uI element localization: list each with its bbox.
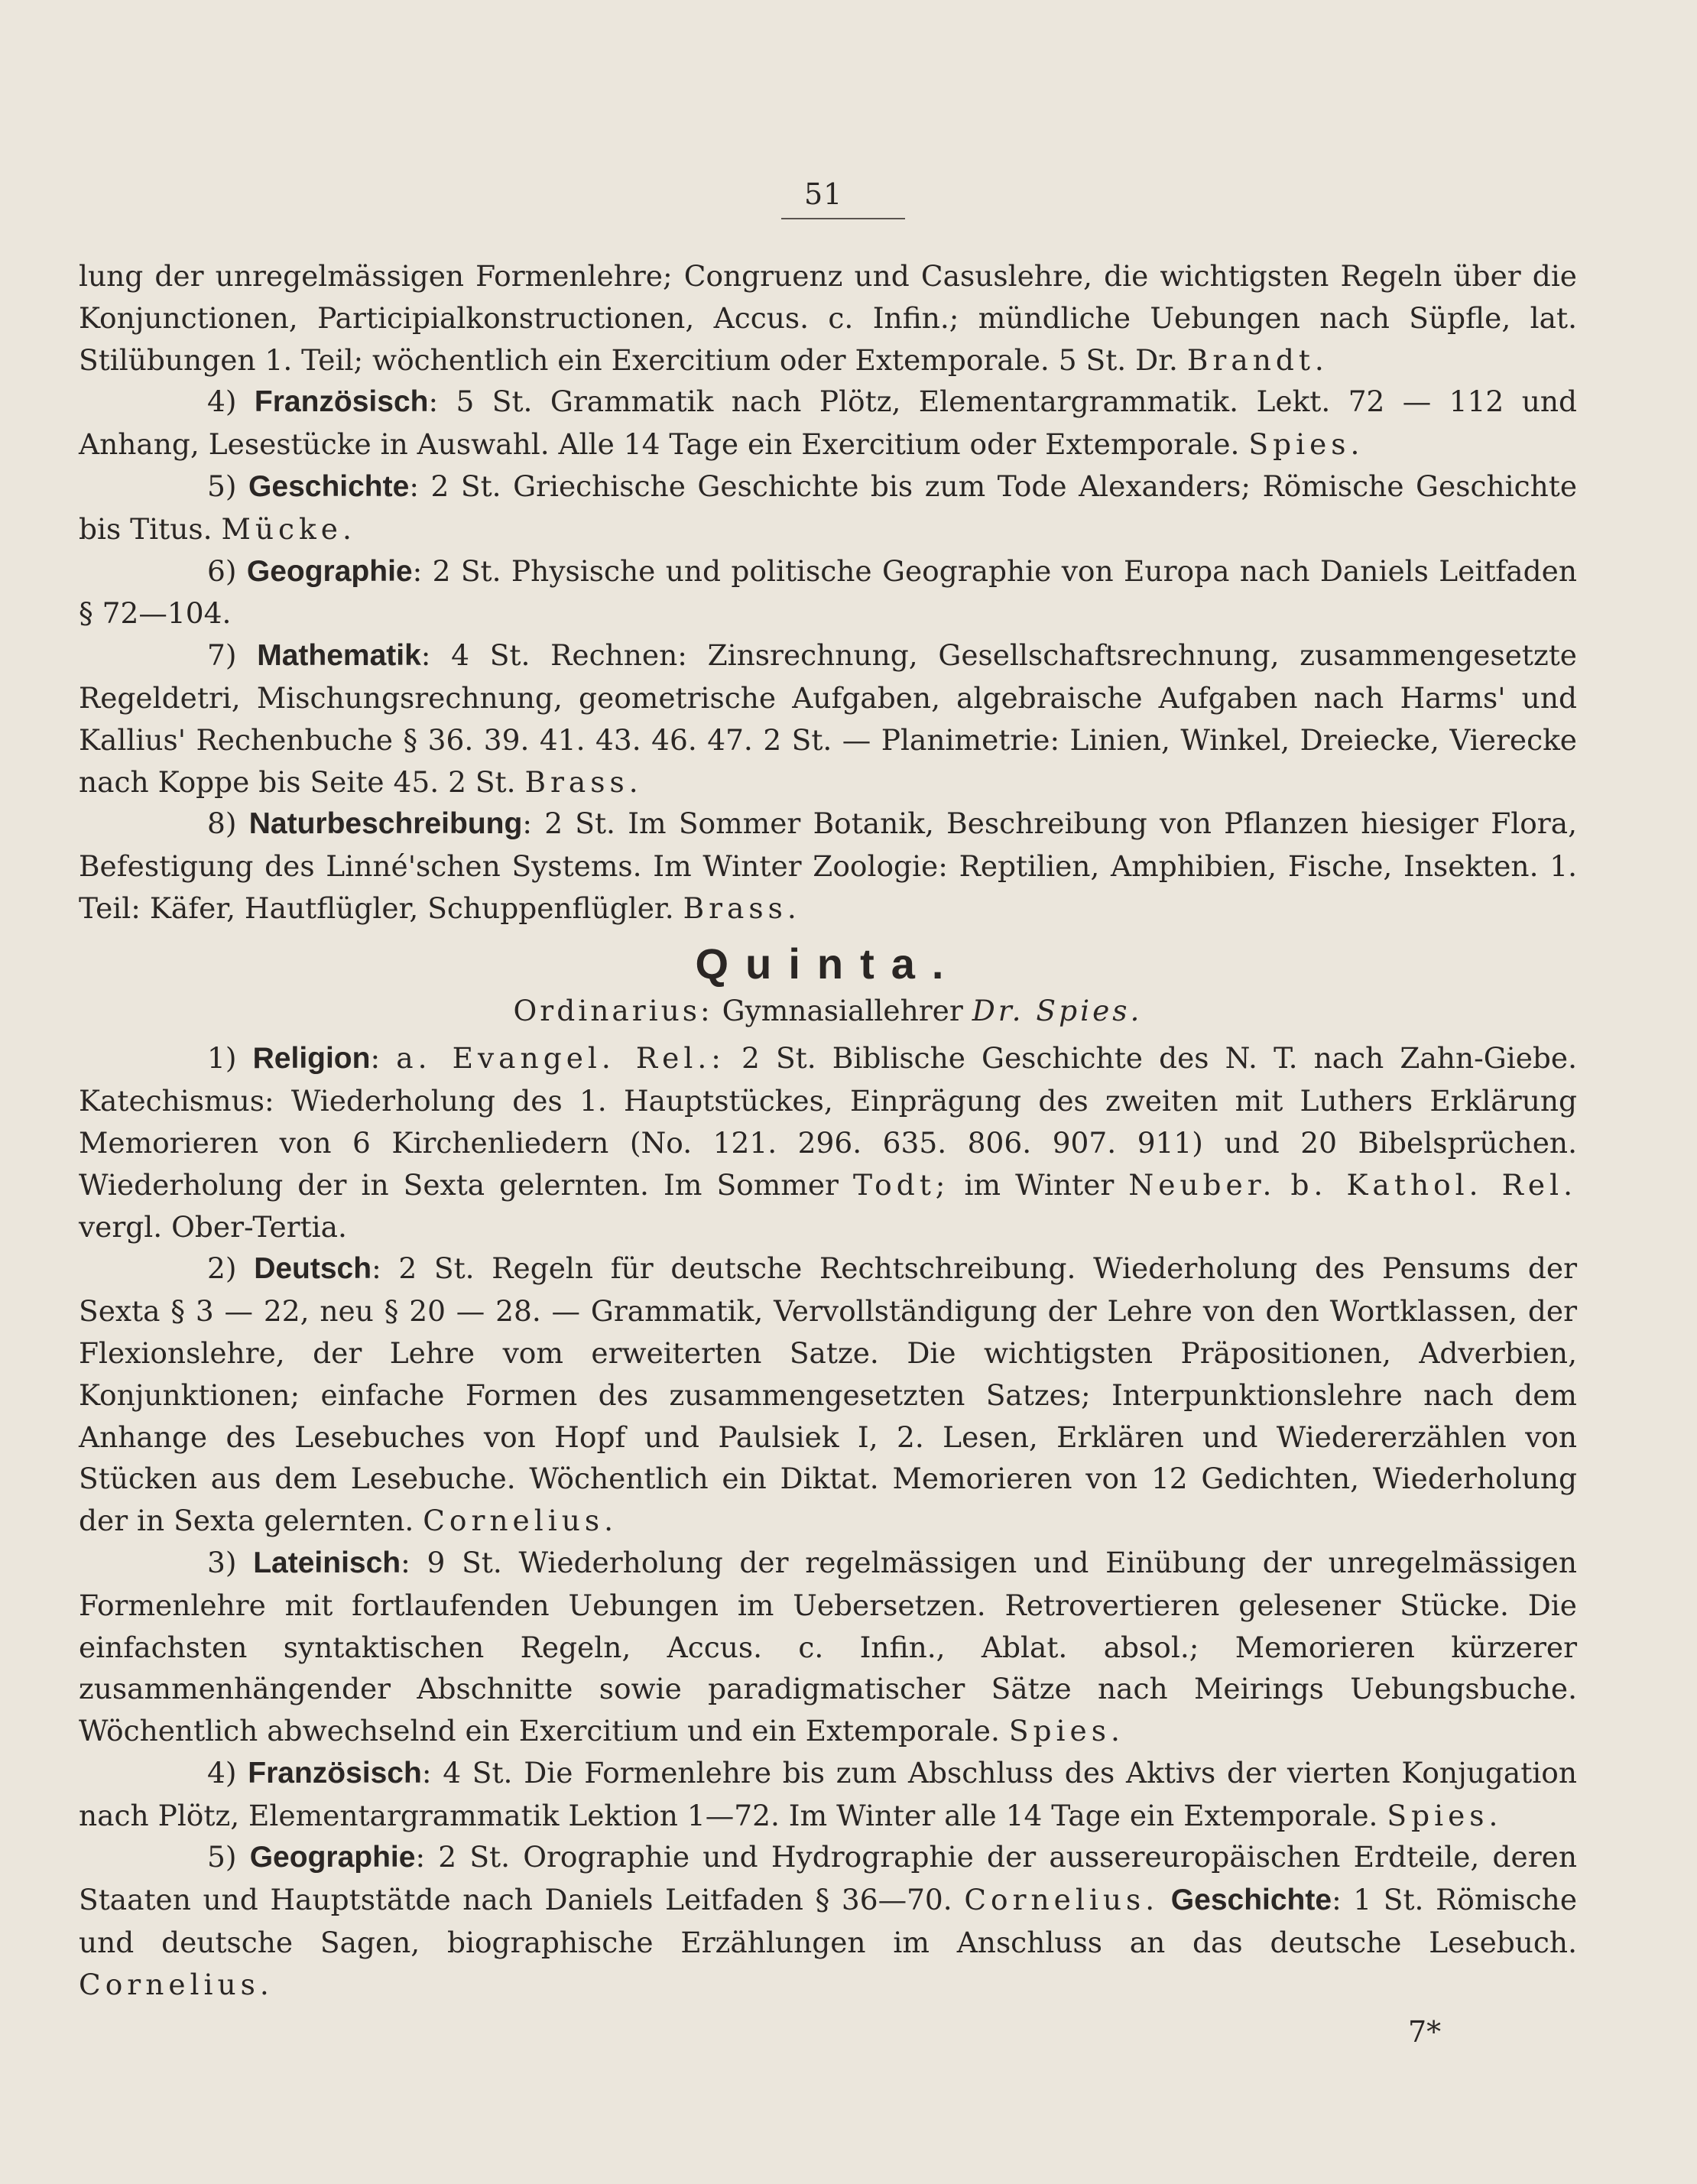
teacher-name: Brass. [683, 891, 801, 925]
teacher-name: Spies. [1008, 1714, 1124, 1748]
teacher-name: Neuber. [1128, 1167, 1277, 1202]
section-geographie-quinta [79, 1836, 1577, 2005]
section-number: 6) [207, 553, 237, 588]
section-number: 2) [207, 1251, 237, 1286]
section-number: 1) [207, 1041, 237, 1076]
ordinarius-label: Ordinarius: [513, 993, 713, 1027]
section-text: vergl. Ober-Tertia. [79, 1209, 347, 1244]
subject-heading: Lateinisch [253, 1546, 401, 1579]
signature-mark: 7* [1408, 2015, 1442, 2049]
subject-heading: Mathematik [257, 639, 421, 673]
section-text: im Winter [964, 1167, 1115, 1202]
denomination-label: a. Evangel. Rel.: [396, 1041, 725, 1076]
teacher-name: Todt; [853, 1167, 950, 1202]
section-number: 7) [207, 638, 237, 673]
section-number: 8) [207, 806, 237, 841]
page-number-rule [781, 218, 905, 219]
teacher-name: Cornelius. [423, 1504, 618, 1538]
teacher-name: Brandt. [1186, 342, 1329, 377]
section-number: 4) [207, 385, 237, 419]
section-lateinisch [79, 1542, 1577, 1752]
ordinarius-line [79, 990, 1577, 1032]
section-text: : 2 St. Im Sommer Botanik, Beschreibung von Pflanzen hiesiger Flora, Befestigung des Linné'schen Systems. Im Winter Zoologie: Reptilien, Amphibien, Fische, Insekten. 1. Teil: Käfer, Hautflügler, Schuppenflügler. [79, 806, 1577, 925]
body-text [79, 255, 1577, 2006]
section-franzoesisch [79, 381, 1577, 466]
section-geographie [79, 550, 1577, 635]
denomination-label: b. Kathol. Rel. [1290, 1167, 1577, 1202]
section-naturbeschreibung [79, 803, 1577, 929]
subject-heading: Geschichte [248, 469, 410, 503]
ordinarius-name: Dr. Spies. [972, 993, 1143, 1027]
subject-heading: Geschichte [1170, 1884, 1332, 1917]
subject-heading: Französisch [248, 1756, 422, 1790]
section-number: 3) [207, 1545, 237, 1579]
subject-heading: Deutsch [254, 1252, 372, 1286]
section-number: 4) [207, 1755, 237, 1790]
section-text: : 4 St. Rechnen: Zinsrechnung, Gesellschaftsrechnung, zusammengesetzte Regeldetri, Mischungsrechnung, geometrische Aufgaben, algebraische Aufgaben nach Harms' und Kallius' Rechenbuche § 36. 39. 41. 43. 46. 47. 2 St. — Planimetrie: Linien, Winkel, Dreiecke, Vierecke nach Koppe bis Seite 45. 2 St. [79, 638, 1578, 799]
subject-heading: Französisch [254, 385, 429, 419]
section-text: : 5 St. Grammatik nach Plötz, Elementargrammatik. Lekt. 72 — 112 und Anhang, Lesestücke in Auswahl. Alle 14 Tage ein Exercitium oder Extemporale. [79, 385, 1578, 462]
section-text: : 2 St. Physische und politische Geographie von Europa nach Daniels Leitfaden § 72—104. [79, 553, 1577, 631]
teacher-name: Spies. [1387, 1798, 1503, 1832]
section-number: 5) [207, 1840, 237, 1874]
section-text: : 9 St. Wiederholung der regelmässigen und Einübung der unregelmässigen Formenlehre mit fortlaufenden Uebungen im Uebersetzen. Retrovertieren gelesener Stücke. Die einfachsten syntaktischen Regeln, Accus. c. Infin., Ablat. absol.; Memorieren kürzerer zusammenhängender Abschnitte sowie paradigmatischer Sätze nach Meirings Uebungsbuche. Wöchentlich abwechselnd ein Exercitium und ein Extemporale. [79, 1545, 1578, 1748]
teacher-name: Cornelius. [964, 1883, 1160, 1917]
section-text: : 4 St. Die Formenlehre bis zum Abschluss des Aktivs der vierten Konjugation nach Plötz, Elementargrammatik Lektion 1—72. Im Winter alle 14 Tage ein Extemporale. [79, 1755, 1578, 1832]
section-religion [79, 1037, 1577, 1248]
teacher-name: Cornelius. [79, 1967, 274, 2001]
section-number: 5) [207, 469, 237, 503]
colon: : [370, 1041, 381, 1076]
section-text: : 2 St. Regeln für deutsche Rechtschreibung. Wiederholung des Pensums der Sexta § 3 — 22, neu § 20 — 28. — Grammatik, Vervollständigung der Lehre von den Wortklassen, der Flexionslehre, der Lehre vom erweiterten Satze. Die wichtigsten Präpositionen, Adverbien, Konjunktionen; einfache Formen des zusammengesetzten Satzes; Interpunktionslehre nach dem Anhange des Lesebuches von Hopf und Paulsiek I, 2. Lesen, Erklären und Wiedererzählen von Stücken aus dem Lesebuche. Wöchentlich ein Diktat. Memorieren von 12 Gedichten, Wiederholung der in Sexta gelernten. [79, 1251, 1578, 1538]
subject-heading: Naturbeschreibung [248, 807, 523, 841]
paragraph-continuation [79, 255, 1577, 381]
teacher-name: Mücke. [221, 511, 356, 546]
section-franzoesisch-quinta [79, 1752, 1577, 1837]
section-text: : 2 St. Orographie und Hydrographie der aussereuropäischen Erdteile, deren Staaten und Hauptstätde nach Daniels Leitfaden § 36—70. [79, 1840, 1577, 1917]
subject-heading: Religion [252, 1042, 371, 1076]
section-deutsch [79, 1248, 1577, 1542]
paragraph-text: lung der unregelmässigen Formenlehre; Congruenz und Casuslehre, die wichtigsten Regeln über die Konjunctionen, Participialkonstructionen, Accus. c. Infin.; mündliche Uebungen nach Süpfle, lat. Stilübungen 1. Teil; wöchentlich ein Exercitium oder Extemporale. 5 St. Dr. [79, 259, 1577, 377]
class-heading: Quinta. [695, 939, 961, 988]
teacher-name: Brass. [524, 764, 643, 799]
section-text: 2 St. Biblische Geschichte des N. T. nach Zahn-Giebe. Katechismus: Wiederholung des 1. Hauptstückes, Einprägung des zweiten mit Luthers Erklärung Memorieren von 6 Kirchenliedern (No. 121. 296. 635. 806. 907. 911) und 20 Bibelsprüchen. Wiederholung der in Sexta gelernten. Im Sommer [79, 1041, 1578, 1202]
subject-heading: Geographie [249, 1841, 416, 1874]
teacher-name: Spies. [1248, 427, 1364, 462]
subject-heading: Geographie [246, 554, 413, 588]
section-geschichte [79, 466, 1577, 550]
section-text: : 1 St. Römische und deutsche Sagen, biographische Erzählungen im Anschluss an das deutsche Lesebuch. [79, 1883, 1578, 1960]
section-mathematik [79, 634, 1577, 803]
page-number: 51 [804, 177, 843, 211]
section-text: : 2 St. Griechische Geschichte bis zum Tode Alexanders; Römische Geschichte bis Titus. [79, 469, 1578, 546]
ordinarius-title: Gymnasiallehrer [722, 993, 963, 1027]
